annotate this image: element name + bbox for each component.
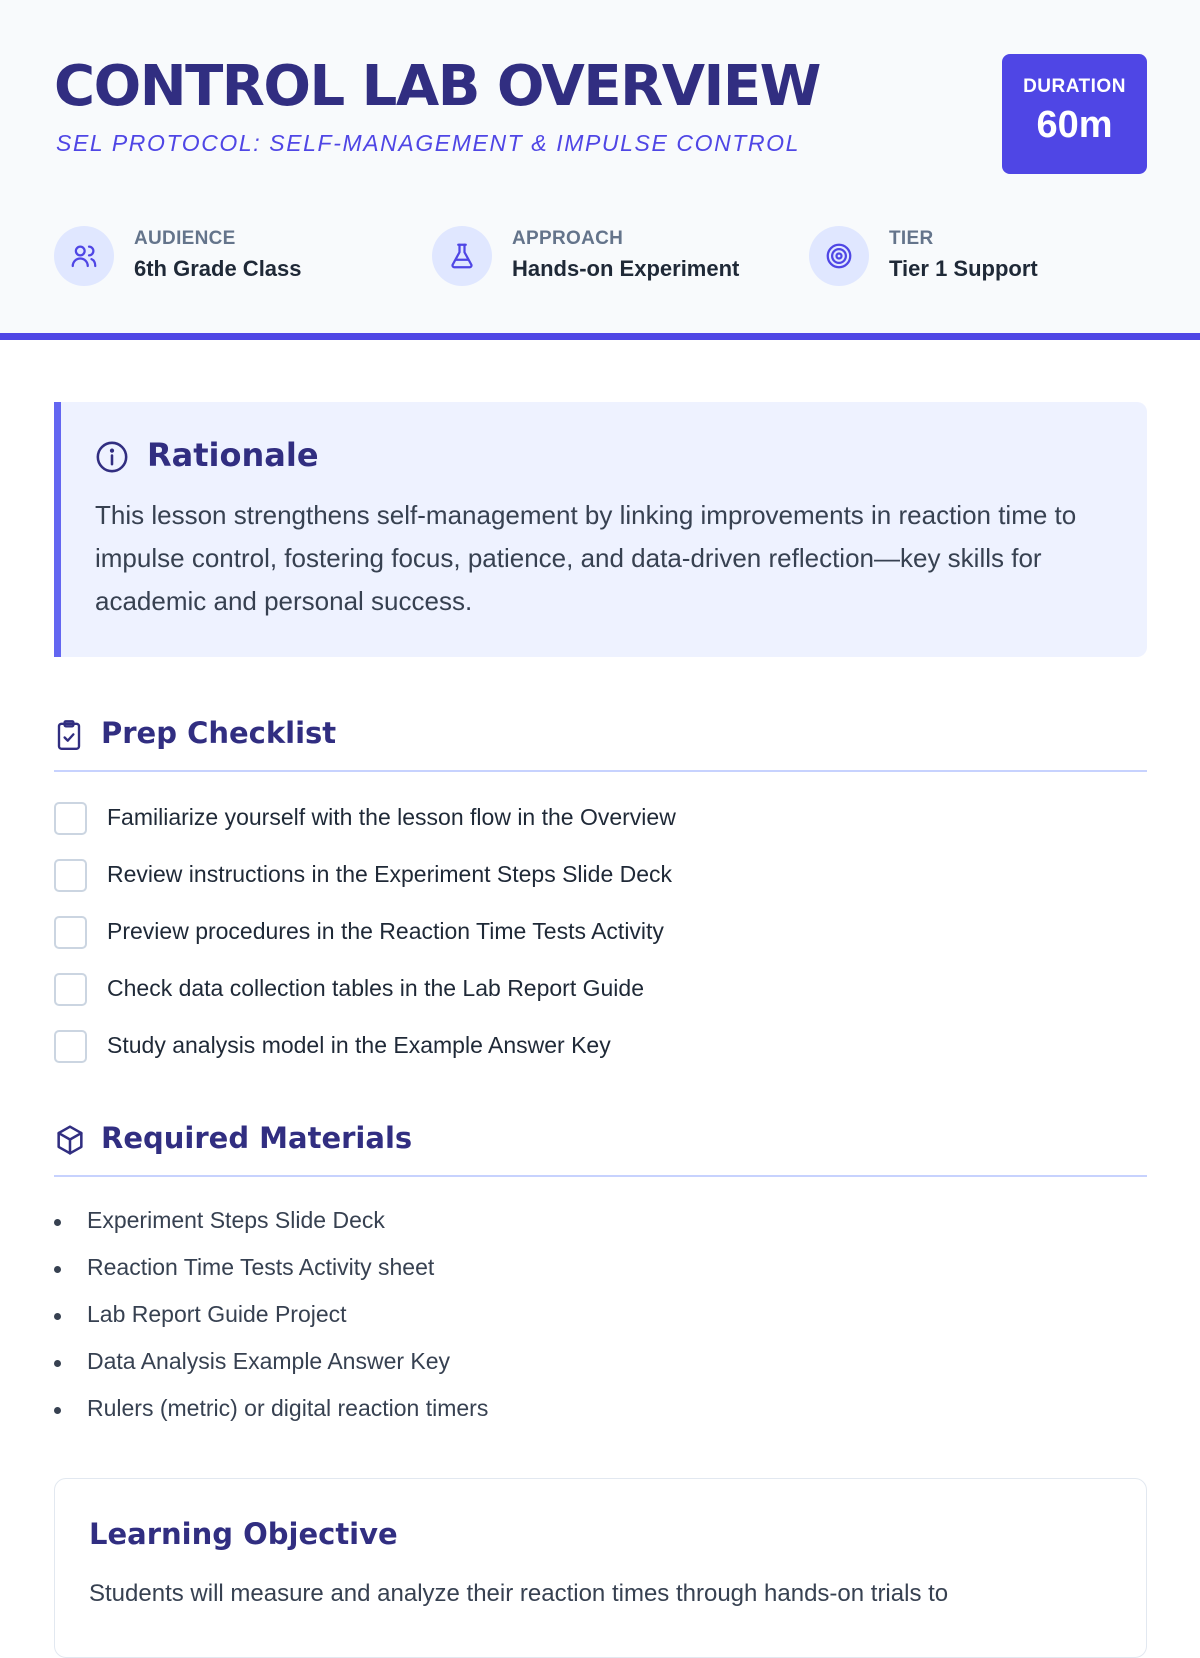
objective-text: Students will measure and analyze their reaction times through hands-on trials to	[89, 1580, 949, 1607]
rationale-panel	[54, 402, 1147, 657]
clipboard-check-icon	[54, 718, 84, 757]
prep-checklist-header	[54, 704, 1147, 772]
checkbox[interactable]	[54, 973, 87, 1006]
section-title: Prep Checklist	[101, 716, 337, 750]
users-icon	[54, 226, 114, 286]
meta-value: Hands-on Experiment	[512, 256, 740, 281]
box-icon	[54, 1123, 86, 1162]
checklist-item-label: Study analysis model in the Example Answer Key	[107, 1032, 611, 1058]
duration-badge	[1002, 54, 1147, 174]
bullet	[54, 1313, 61, 1320]
header	[0, 0, 1200, 340]
checklist-item-label: Preview procedures in the Reaction Time Tests Activity	[107, 918, 664, 944]
meta-value: 6th Grade Class	[134, 256, 302, 281]
rationale-text: This lesson strengthens self-management by linking improvements in reaction time to impulse control, fostering focus, patience, and data-driven reflection—key skills for academic and personal success.	[95, 500, 1077, 616]
page-subtitle: SEL PROTOCOL: SELF-MANAGEMENT & IMPULSE CONTROL	[56, 130, 801, 156]
bullet	[54, 1266, 61, 1273]
list-item-text: Lab Report Guide Project	[87, 1301, 347, 1327]
objective-title: Learning Objective	[89, 1517, 398, 1551]
required-materials-header	[54, 1109, 1147, 1177]
checklist-item-label: Review instructions in the Experiment Steps Slide Deck	[107, 861, 673, 887]
learning-objective-card	[54, 1478, 1147, 1658]
checkbox[interactable]	[54, 1030, 87, 1063]
meta-label: TIER	[889, 228, 934, 249]
bullet	[54, 1407, 61, 1414]
checkbox[interactable]	[54, 859, 87, 892]
page-title: CONTROL LAB OVERVIEW	[54, 54, 820, 119]
meta-value: Tier 1 Support	[889, 256, 1038, 281]
meta-label: AUDIENCE	[134, 228, 236, 249]
checklist-item-label: Familiarize yourself with the lesson flow in the Overview	[107, 804, 676, 830]
section-title: Required Materials	[101, 1121, 413, 1155]
checklist-item-label: Check data collection tables in the Lab Report Guide	[107, 975, 644, 1001]
target-icon	[809, 226, 869, 286]
bullet	[54, 1219, 61, 1226]
checkbox[interactable]	[54, 916, 87, 949]
list-item-text: Reaction Time Tests Activity sheet	[87, 1254, 435, 1280]
list-item-text: Data Analysis Example Answer Key	[87, 1348, 451, 1374]
rationale-title: Rationale	[147, 436, 319, 474]
flask-icon	[432, 226, 492, 286]
duration-value: 60m	[1036, 104, 1113, 146]
bullet	[54, 1360, 61, 1367]
meta-label: APPROACH	[512, 228, 624, 249]
info-icon	[95, 440, 129, 479]
duration-label: DURATION	[1023, 76, 1126, 97]
list-item-text: Rulers (metric) or digital reaction timers	[87, 1395, 489, 1421]
checkbox[interactable]	[54, 802, 87, 835]
list-item-text: Experiment Steps Slide Deck	[87, 1207, 385, 1233]
